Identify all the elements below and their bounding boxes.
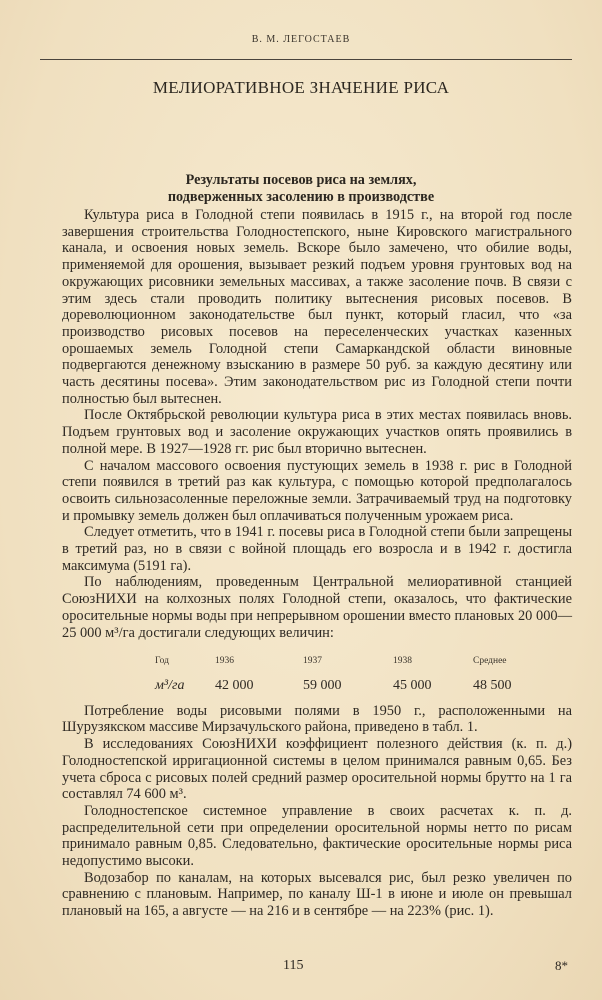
table-header-cell: 1937: [303, 656, 322, 667]
paragraph: Культура риса в Голодной степи появилась в 1915 г., на второй год после завершения строительства Голодностепского, ныне Кировского магистрального канала, и освоения новых земель. Вскоре было замечено, что обилие воды, применяемой для орошения, вызывает резкий подъем уровня грунтовых вод на окружающих рисовники земельных массивах, а также засоление почв. В связи с этим здесь стали проводить политику вытеснения рисовых посевов. В дореволюционном законодательстве был пункт, который гласил, что «за производство рисовых посевов на переселенческих участках казенных орошаемых земель Голодной степи Самаркандской области виновные подвергаются денежному взысканию в размере 50 руб. за каждую десятину или часть десятины посева». Этим законодательством рис из Голодной степи почти полностью был вытеснен.: [62, 207, 572, 407]
running-head-author: В. М. ЛЕГОСТАЕВ: [251, 34, 351, 45]
paragraph: Следует отметить, что в 1941 г. посевы риса в Голодной степи были запрещены в третий раз, но в связи с войной площадь его возросла и в 1942 г. достигла максимума (5191 га).: [62, 524, 572, 574]
table-cell: 48 500: [473, 677, 512, 693]
paragraph: По наблюдениям, проведенным Центральной мелиоративной станцией СоюзНИХИ на колхозных полях Голодной степи, оказалось, что фактические оросительные нормы воды при непрерывном орошении вместо плановых 20 000—25 000 м³/га достигали следующих величин:: [62, 574, 572, 641]
section-title-line-2: подверженных засолению в производстве: [167, 189, 435, 205]
paragraph: В исследованиях СоюзНИХИ коэффициент полезного действия (к. п. д.) Голодностепской ирригационной системы в целом принимался равным 0,65. Без учета сброса с рисовых полей средний размер оросительной нормы брутто на 1 га составлял 74 600 м³.: [62, 736, 572, 803]
section-title: [0, 172, 602, 206]
paragraph: Потребление воды рисовыми полями в 1950 г., расположенными на Шурузякском массиве Мирзачульского района, приведено в табл. 1.: [62, 702, 572, 736]
paragraph: Водозабор по каналам, на которых высевался рис, был резко увеличен по сравнению с плановым. Например, по каналу Ш-1 в июне и июле он превышал плановый на 165, а августе — на 216 и в сентябре — на 223% (рис. 1).: [62, 869, 572, 920]
table-header-cell: 1938: [393, 656, 412, 667]
page-number: 115: [283, 958, 304, 973]
table-header-cell: Среднее: [473, 656, 507, 667]
chapter-title: МЕЛИОРАТИВНОЕ ЗНАЧЕНИЕ РИСА: [152, 78, 450, 97]
table-header-cell: 1936: [215, 656, 234, 667]
body-text: [62, 207, 572, 920]
header-rule: [40, 59, 572, 60]
paragraph: После Октябрьской революции культура риса в этих местах появилась вновь. Подъем грунтовых вод и засоление окружающих участков опять проявились в полной мере. В 1927—1928 гг. рис был вторично вытеснен.: [62, 407, 572, 457]
irrigation-norms-table: [155, 653, 543, 694]
table-cell: 42 000: [215, 677, 254, 693]
table-header-row: [155, 653, 543, 678]
table-unit-cell: м³/га: [155, 677, 185, 693]
signature-mark: 8*: [555, 958, 568, 973]
table-row: [155, 678, 543, 695]
paragraph: С началом массового освоения пустующих земель в 1938 г. рис в Голодной степи появился в третий раз как культура, с помощью которой предполагалось освоить сильнозасоленные переложные земли. Затрачиваемый труд на подготовку и промывку земель должен был оплачиваться полученным урожаем риса.: [62, 457, 572, 524]
paragraph: Голодностепское системное управление в своих расчетах к. п. д. распределительной сети при определении оросительной нормы нетто по рисам принимало равным 0,85. Следовательно, фактические оросительные нормы риса недопустимо высоки.: [62, 802, 572, 870]
table-cell: 45 000: [393, 677, 432, 693]
table-cell: 59 000: [303, 677, 342, 693]
table-header-cell: Год: [155, 656, 169, 667]
section-title-line-1: Результаты посевов риса на землях,: [185, 172, 417, 188]
